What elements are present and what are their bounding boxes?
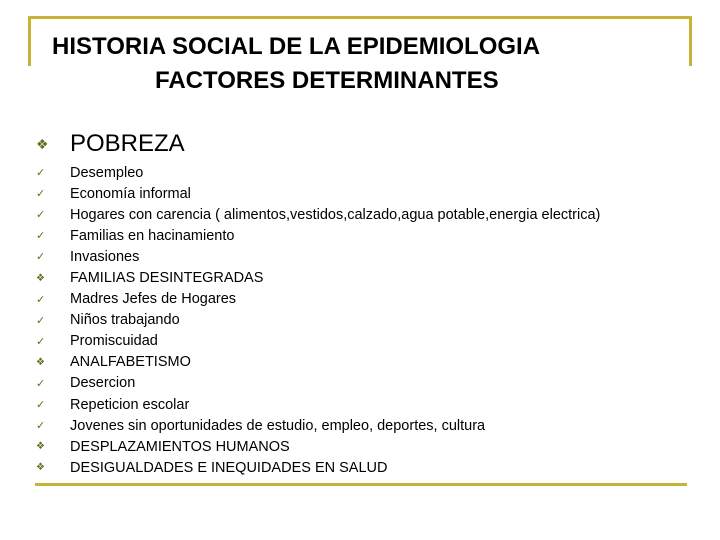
diamond-bullet-icon: ❖	[36, 441, 45, 453]
list-item	[36, 352, 600, 373]
title-line-1: HISTORIA SOCIAL DE LA EPIDEMIOLOGIA	[52, 33, 541, 60]
list-item-text: Invasiones	[70, 248, 140, 265]
list-item	[36, 373, 600, 394]
check-bullet-icon: ✓	[36, 420, 46, 433]
list-item	[36, 162, 600, 183]
list-item	[36, 331, 600, 352]
main-item-label: POBREZA	[70, 130, 185, 157]
list-item	[36, 394, 600, 415]
check-bullet-icon: ✓	[36, 293, 46, 306]
frame-left-stub	[28, 16, 31, 66]
list-item	[36, 289, 600, 310]
main-bullet-item	[36, 128, 185, 160]
list-item-text: Familias en hacinamiento	[70, 227, 235, 244]
check-bullet-icon: ✓	[36, 251, 46, 264]
list-item	[36, 267, 600, 288]
list-item-text: Hogares con carencia ( alimentos,vestidos,calzado,agua potable,energia electrica)	[70, 206, 601, 223]
list-item-text: Desercion	[70, 375, 136, 392]
diamond-bullet-icon: ❖	[36, 135, 49, 152]
list-item-text: FAMILIAS DESINTEGRADAS	[70, 270, 264, 287]
diamond-bullet-icon: ❖	[36, 272, 45, 284]
list-item	[36, 204, 600, 225]
check-bullet-icon: ✓	[36, 230, 46, 243]
list-item-text: Jovenes sin oportunidades de estudio, empleo, deportes, cultura	[70, 417, 486, 434]
diamond-bullet-icon: ❖	[36, 462, 45, 474]
frame-right-stub	[689, 16, 692, 66]
list-item-text: ANALFABETISMO	[70, 354, 191, 371]
top-frame-line	[28, 16, 692, 19]
title-line-2: FACTORES DETERMINANTES	[155, 67, 499, 94]
list-item	[36, 225, 600, 246]
list-item	[36, 415, 600, 436]
check-bullet-icon: ✓	[36, 209, 46, 222]
check-bullet-icon: ✓	[36, 377, 46, 390]
check-bullet-icon: ✓	[36, 314, 46, 327]
check-bullet-icon: ✓	[36, 188, 46, 201]
list-item-text: DESIGUALDADES E INEQUIDADES EN SALUD	[70, 459, 388, 476]
list-item	[36, 436, 600, 457]
check-bullet-icon: ✓	[36, 167, 46, 180]
list-item	[36, 457, 600, 478]
list-item-text: Niños trabajando	[70, 312, 180, 329]
check-bullet-icon: ✓	[36, 399, 46, 412]
diamond-bullet-icon: ❖	[36, 356, 45, 368]
list-item-text: Repeticion escolar	[70, 396, 190, 413]
list-item-text: Economía informal	[70, 185, 191, 202]
list-item	[36, 310, 600, 331]
list-item-text: Promiscuidad	[70, 333, 158, 350]
list-item	[36, 183, 600, 204]
list-item-text: DESPLAZAMIENTOS HUMANOS	[70, 438, 290, 455]
list-item-text: Desempleo	[70, 164, 144, 181]
bottom-frame-line	[35, 483, 687, 486]
list-item-text: Madres Jefes de Hogares	[70, 291, 237, 308]
bullet-list	[36, 162, 600, 478]
list-item	[36, 246, 600, 267]
check-bullet-icon: ✓	[36, 335, 46, 348]
